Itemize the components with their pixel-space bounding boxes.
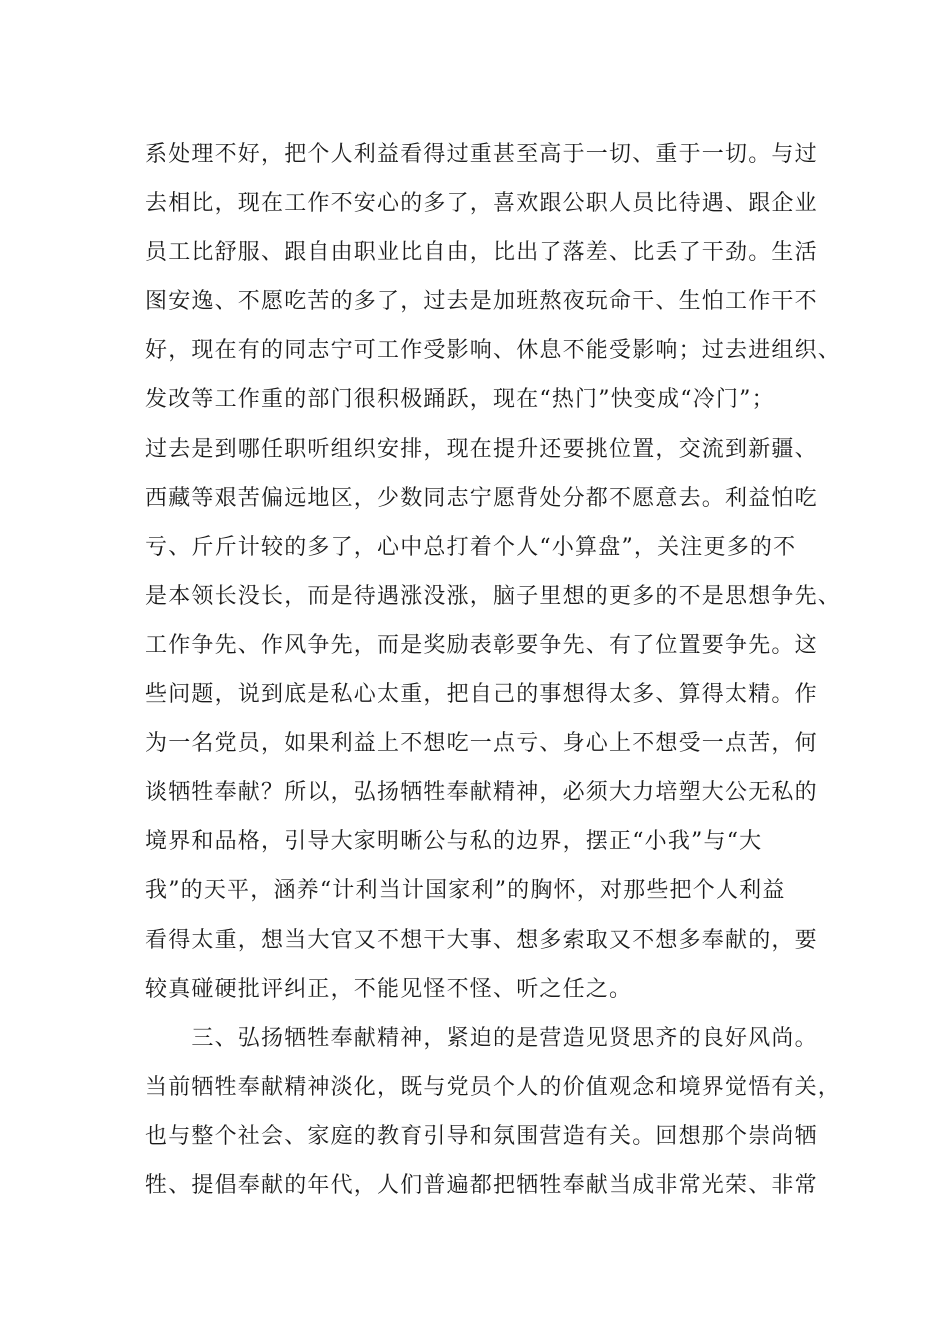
text-line: 为一名党员，如果利益上不想吃一点亏、身心上不想受一点苦，何 xyxy=(145,731,818,757)
text-line: 员工比舒服、跟自由职业比自由，比出了落差、比丢了干劲。生活 xyxy=(145,240,818,266)
text-line: 系处理不好，把个人利益看得过重甚至高于一切、重于一切。与过 xyxy=(145,142,818,167)
body-text xyxy=(145,130,842,1210)
text-line: 亏、斤斤计较的多了，心中总打着个人“小算盘”，关注更多的不 xyxy=(145,534,797,560)
text-line: 去相比，现在工作不安心的多了，喜欢跟公职人员比待遇、跟企业 xyxy=(145,191,818,217)
text-line: 好，现在有的同志宁可工作受影响、休息不能受影响；过去进组织、 xyxy=(145,338,842,364)
text-line: 看得太重，想当大官又不想干大事、想多索取又不想多奉献的，要 xyxy=(145,927,818,953)
text-line: 西藏等艰苦偏远地区，少数同志宁愿背处分都不愿意去。利益怕吃 xyxy=(145,485,818,511)
text-line: 工作争先、作风争先，而是奖励表彰要争先、有了位置要争先。这 xyxy=(145,632,818,658)
text-line: 图安逸、不愿吃苦的多了，过去是加班熬夜玩命干、生怕工作干不 xyxy=(145,289,818,315)
text-line: 些问题，说到底是私心太重，把自己的事想得太多、算得太精。作 xyxy=(145,682,818,708)
text-line: 是本领长没长，而是待遇涨没涨，脑子里想的更多的不是思想争先、 xyxy=(145,583,842,609)
text-line: 较真碰硬批评纠正，不能见怪不怪、听之任之。 xyxy=(145,976,633,1002)
text-line: 发改等工作重的部门很积极踊跃，现在“热门”快变成“冷门”； xyxy=(145,387,775,413)
text-line: 谈牺牲奉献？所以，弘扬牺牲奉献精神，必须大力培塑大公无私的 xyxy=(145,780,818,806)
text-line: 当前牺牲奉献精神淡化，既与党员个人的价值观念和境界觉悟有关， xyxy=(145,1074,842,1100)
text-line: 也与整个社会、家庭的教育引导和氛围营造有关。回想那个崇尚牺 xyxy=(145,1123,818,1149)
text-line: 牲、提倡奉献的年代，人们普遍都把牺牲奉献当成非常光荣、非常 xyxy=(145,1172,818,1198)
text-line: 过去是到哪任职听组织安排，现在提升还要挑位置，交流到新疆、 xyxy=(145,436,818,462)
section-heading-line: 三、弘扬牺牲奉献精神，紧迫的是营造见贤思齐的良好风尚。 xyxy=(145,1025,818,1051)
text-line: 我”的天平，涵养“计利当计国家利”的胸怀，对那些把个人利益 xyxy=(145,878,786,904)
text-line: 境界和品格，引导大家明晰公与私的边界，摆正“小我”与“大 xyxy=(145,829,763,855)
